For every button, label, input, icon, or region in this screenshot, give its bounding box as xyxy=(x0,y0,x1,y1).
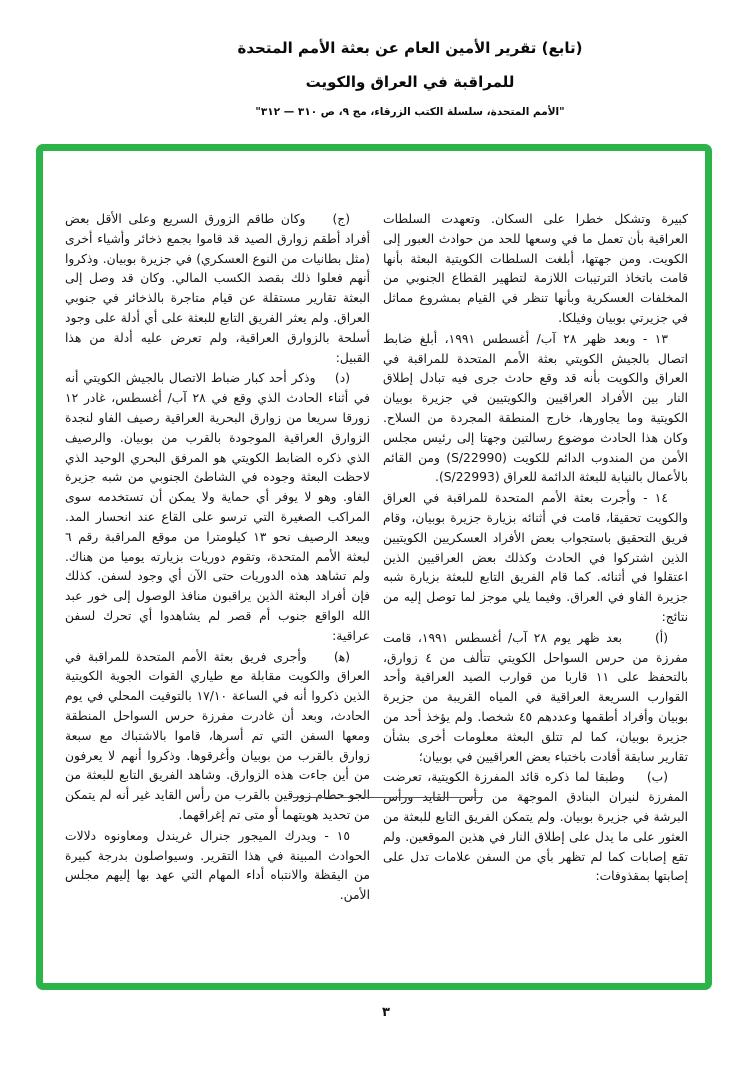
page-number: ٣ xyxy=(382,1005,390,1020)
text-column-right xyxy=(383,210,688,907)
paragraph-13: ١٣ - وبعد ظهر ٢٨ آب/ أغسطس ١٩٩١، أبلغ ضابط اتصال بالجيش الكويتي بعثة الأمم المتحدة للمراقبة في العراق والكويت بأنه قد وقع حادث جرى فيه تبادل إطلاق النار بين الأفراد العراقيين والكويتيين في جزيرة بوبيان الكويتية وما يجاورها، خارج المنطقة المجردة من السلاح. وكان هذا الحادث موضوع رسالتين وجهتا إلى رئيس مجلس الأمن من المندوب الدائم للكويت (S/22990) ومن القائم بالأعمال بالنيابة للبعثة الدائمة للعراق (S/22993). xyxy=(383,331,688,485)
paragraph-15: ١٥ - ويدرك الميجور جنرال غريندل ومعاونوه دلالات الحوادث المبينة في هذا التقرير. وسيواصلون بدرجة كبيرة من اليقظة والانتباه أداء المهام التي عهد بها إليهم مجلس الأمن. xyxy=(65,828,370,903)
report-title-line-2: للمراقبة في العراق والكويت xyxy=(305,73,515,91)
paragraph-item-a: (أ) بعد ظهر يوم ٢٨ آب/ أغسطس ١٩٩١، قامت مفرزة من حرس السواحل الكويتي تتألف من ٤ زوارق، بالتحفظ على ١١ قاربا من قوارب الصيد العراقية وأحد القوارب السريعة العراقية في المياه القريبة من جزيرة بوبيان وأفراد أطقمها وعددهم ٤٥ شخصا. ولم يؤخذ أحد من جزيرة بوبيان، كما لم تتلق البعثة معلومات أخرى بشأن تقارير سابقة أفادت باختباء بعض العراقيين في بوبيان؛ xyxy=(383,630,688,764)
source-citation: "الأمم المتحدة، سلسلة الكتب الزرقاء، مج ٩، ص ٣١٠ — ٣١٢" xyxy=(255,106,565,118)
footnote-separator-rule xyxy=(293,797,483,798)
paragraph-14: ١٤ - وأجرت بعثة الأمم المتحدة للمراقبة في العراق والكويت تحقيقا، قامت في أثنائه بزيارة جزيرة بوبيان، وقام فريق التحقيق باستجواب بعض الأفراد العسكريين الكويتيين الذين اشتركوا في الحادث وكذلك بعض العراقيين الذين اعتقلوا في أثنائه. كما قام الفريق التابع للبعثة بزيارة شبه جزيرة الفاو في العراق. وفيما يلي موجز لما توصل إليه من نتائج: xyxy=(383,491,688,624)
document-header xyxy=(70,38,750,118)
report-title-line-1: (تابع) تقرير الأمين العام عن بعثة الأمم المتحدة xyxy=(237,39,583,57)
paragraph-continuation: كبيرة وتشكل خطرا على السكان. وتعهدت السلطات العراقية بأن تعمل ما في وسعها للحد من حوادث العبور إلى الكويت. ومن جهتها، أبلغت السلطات الكويتية البعثة بأنها قامت باتخاذ الترتيبات اللازمة لتطهير القطاع الجنوبي من المخلفات العسكرية وبأنها تنظر في القيام بمشروع مماثل في جزيرتي بوبيان وفيلكا. xyxy=(383,212,688,325)
text-columns xyxy=(43,151,705,907)
paragraph-item-j: (ج) وكان طاقم الزورق السريع وعلى الأقل بعض أفراد أطقم زوارق الصيد قد قاموا بجمع ذخائر وأشياء أخرى (مثل بطانيات من النوع العسكري) في جزيرة بوبيان. وذكروا أنهم فعلوا ذلك بقصد الكسب المالي. وكان قد وصل إلى البعثة تقارير مستقلة عن قيام متاجرة بالذخائر في جنوبي العراق. ولم يعثر الفريق التابع للبعثة على أي أدلة على وجود أسلحة بالزوارق العراقية، ولم تعرض عليه أدلة من هذا القبيل: xyxy=(65,212,370,365)
paragraph-item-d: (د) وذكر أحد كبار ضباط الاتصال بالجيش الكويتي أنه في أثناء الحادث الذي وقع في ٢٨ آب/ أغسطس، غادر ١٢ زورقا سريعا من زوارق البحرية العراقية رصيف الفاو لنجدة الزوارق العراقية الموجودة بالقرب من بوبيان. والرصيف الذي ذكره الضابط الكويتي هو المرفق البحري الوحيد الذي لاحظت البعثة وجوده في الشاطئ الجنوبي من شبه جزيرة الفاو. وهو لا يوفر أي حماية ولا يمكن أن تستخدمه سوى المراكب الصغيرة التي ترسو على القاع عند انحسار المد. ويبعد الرصيف نحو ١٣ كيلومترا من موقع المراقبة رقم ٦ لبعثة الأمم المتحدة، وتقوم دوريات بزيارته يوميا من هناك. ولم تشاهد هذه الدوريات حتى الآن أي وجود لسفن. كذلك فإن أفراد البعثة الذين يراقبون منافذ الوصول إلى خور عبد الله الواقع جنوب أم قصر لم يشاهدوا أي تحرك لسفن عراقية: xyxy=(65,371,371,643)
paragraph-item-h: (ﻫ) وأجرى فريق بعثة الأمم المتحدة للمراقبة في العراق والكويت مقابلة مع طياري القوات الجوية الكويتية الذين ذكروا أنه في الساعة ١٧/١٠ بالتوقيت المحلي في يوم الحادث، وبعد أن غادرت مفرزة حرس السواحل المنطقة ومعها السفن التي تم أسرها، قاموا بالاشتباك مع سبعة زوارق بالقرب من بوبيان وأغرقوها. وذكروا أنهم لا يعرفون من أين جاءت هذه الزوارق. وشاهد الفريق التابع للبعثة من الجو حطام زورقين بالقرب من رأس القايد غير أنه لم يتمكن من تحديد هويتهما أو متى تم إغراقهما. xyxy=(65,649,370,822)
text-column-left xyxy=(65,210,370,907)
paragraph-item-b: (ب) وطبقا لما ذكره قائد المفرزة الكويتية، تعرضت المفرزة لنيران البنادق الموجهة من رأس القايد ورأس البرشة في جزيرة بوبيان. ولم يتمكن الفريق التابع للبعثة من العثور على ما يدل على إطلاق النار في هذين الموقعين. ولم تقع إصابات كما لم تظهر بأي من السفن علامات تدل على إصابتها بمقذوفات: xyxy=(383,770,688,884)
